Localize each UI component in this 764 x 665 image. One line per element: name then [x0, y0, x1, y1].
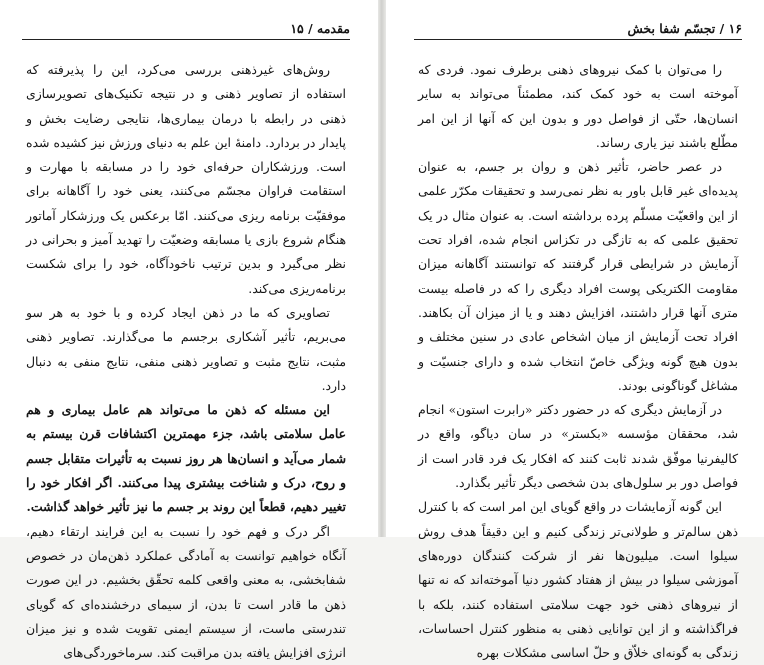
book-gutter: [378, 0, 386, 537]
right-page-header: [414, 19, 742, 40]
right-paragraph-1: را می‌توان با کمک نیروهای ذهنی برطرف نمود. فردی که آموخته است به خود کمک کند، مطمئناً می‌تواند به سایر انسان‌ها، حتّی از فواصل دور و بدون این که آنها از این امر مطّلع باشند نیز یاری رساند.: [418, 62, 738, 150]
left-header-text: مقدمه / ۱۵: [290, 21, 350, 36]
right-page-body: [418, 58, 738, 665]
left-page: [0, 0, 372, 661]
left-page-body: [26, 58, 346, 665]
left-paragraph-3: این مسئله که ذهن ما می‌تواند هم عامل بیماری و هم عامل سلامتی باشد، جزء مهمترین اکتشافات قرن بیستم به شمار می‌آید و انسان‌ها هر روز نسبت به تأثیرات متقابل جسم و روح، درک و شناخت بیشتری پیدا می‌کنند. اگر افکار خود را تغییر دهیم، قطعاً این روند بر جسم ما نیز تأثیر خواهد گذاشت.: [26, 402, 346, 515]
right-paragraph-4: این گونه آزمایشات در واقع گویای این امر است که با کنترل ذهن سالم‌تر و طولانی‌تر زندگی کنیم و این دقیقاً هدف روش سیلوا است. میلیون‌ها نفر از شرکت کنندگان دوره‌های آموزشی سیلوا در بیش از هفتاد کشور دنیا آموخته‌اند که نه تنها از نیروهای ذهنی خود جهت سلامتی استفاده کنند، بلکه با فراگذاشته و از این توانایی ذهنی به منظور کنترل احساسات، زندگی به گونه‌ای خلاّق و حلّ اساسی مشکلات بهره: [418, 499, 738, 661]
right-header-text: ۱۶ / تجسّم شفا بخش: [627, 21, 742, 36]
left-paragraph-2: تصاویری که ما در ذهن ایجاد کرده و با خود به هر سو می‌بریم، تأثیر آشکاری برجسم ما می‌گذارند. تصاویر ذهنی مثبت، نتایج مثبت و تصاویر ذهنی منفی، نتایج منفی به دنبال دارد.: [26, 304, 346, 393]
left-paragraph-1: روش‌های غیرذهنی بررسی می‌کرد، این را پذیرفته که استفاده از تصاویر ذهنی و در نتیجه تکنیک‌های تصویرسازی ذهنی در رابطه با درمان بیماری‌ها، نتایجی رضایت بخش و پایدار در بردارد. دامنهٔ این علم به دنیای ورزش نیز کشیده شده است. ورزشکاران حرفه‌ای خود را در مسابقه با مهارت و استقامت فراوان مجسّم می‌کنند، یعنی خود را آگاهانه برای موفقیّت برنامه ریزی می‌کنند. امّا برعکس یک ورزشکار آماتور هنگام شروع بازی یا مسابقه وضعیّت را تهدید آمیز و بحرانی در نظر می‌گیرد و بدین ترتیب ناخودآگاه، خود را برای شکست برنامه‌ریزی می‌کند.: [26, 62, 346, 296]
left-paragraph-4: اگر درک و فهم خود را نسبت به این فرایند ارتقاء دهیم، آنگاه خواهیم توانست به آمادگی عملکرد ذهن‌مان در خصوص شفابخشی، به معنی واقعی کلمه تحقّق بخشیم. در این صورت ذهن ما قادر است تا بدن، از سیمای درخشنده‌ای که گویای تندرستی ماست، از سیستم ایمنی تقویت شده و نیز میزان انرژی افزایش یافته بدن مراقبت کند. سرماخوردگی‌های: [26, 523, 346, 661]
right-paragraph-3: در آزمایش دیگری که در حضور دکتر «رابرت استون» انجام شد، محققان مؤسسه «بکستر» در سان دیاگو، واقع در کالیفرنیا موفّق شدند ثابت کنند که افکار یک فرد قادر است از فواصل دور بر سلول‌های بدن شخصی دیگر تأثیر بگذارد.: [418, 402, 738, 491]
right-page: [392, 0, 764, 661]
left-page-header: [22, 19, 350, 40]
right-paragraph-2: در عصر حاضر، تأثیر ذهن و روان بر جسم، به عنوان پدیده‌ای غیر قابل باور به نظر نمی‌رسد و تحقیقات مکرّر علمی از این واقعیّت مسلّم پرده برداشته است. به عنوان مثال در یک تحقیق علمی که به تازگی در تکزاس انجام شده، افراد تحت آزمایش در شرایطی قرار گرفتند که توانستند آگاهانه میزان مقاومت الکتریکی پوست افراد دیگری را که در فاصله بیست متری آنها قرار داشتند، افزایش دهند و یا از میزان آن بکاهند. افراد تحت آزمایش از میان اشخاص عادی در سنین مختلف و بدون هیچ گونه ویژگی خاصّ انتخاب شده و دارای جنسیّت و مشاغل گوناگونی بودند.: [418, 159, 738, 393]
